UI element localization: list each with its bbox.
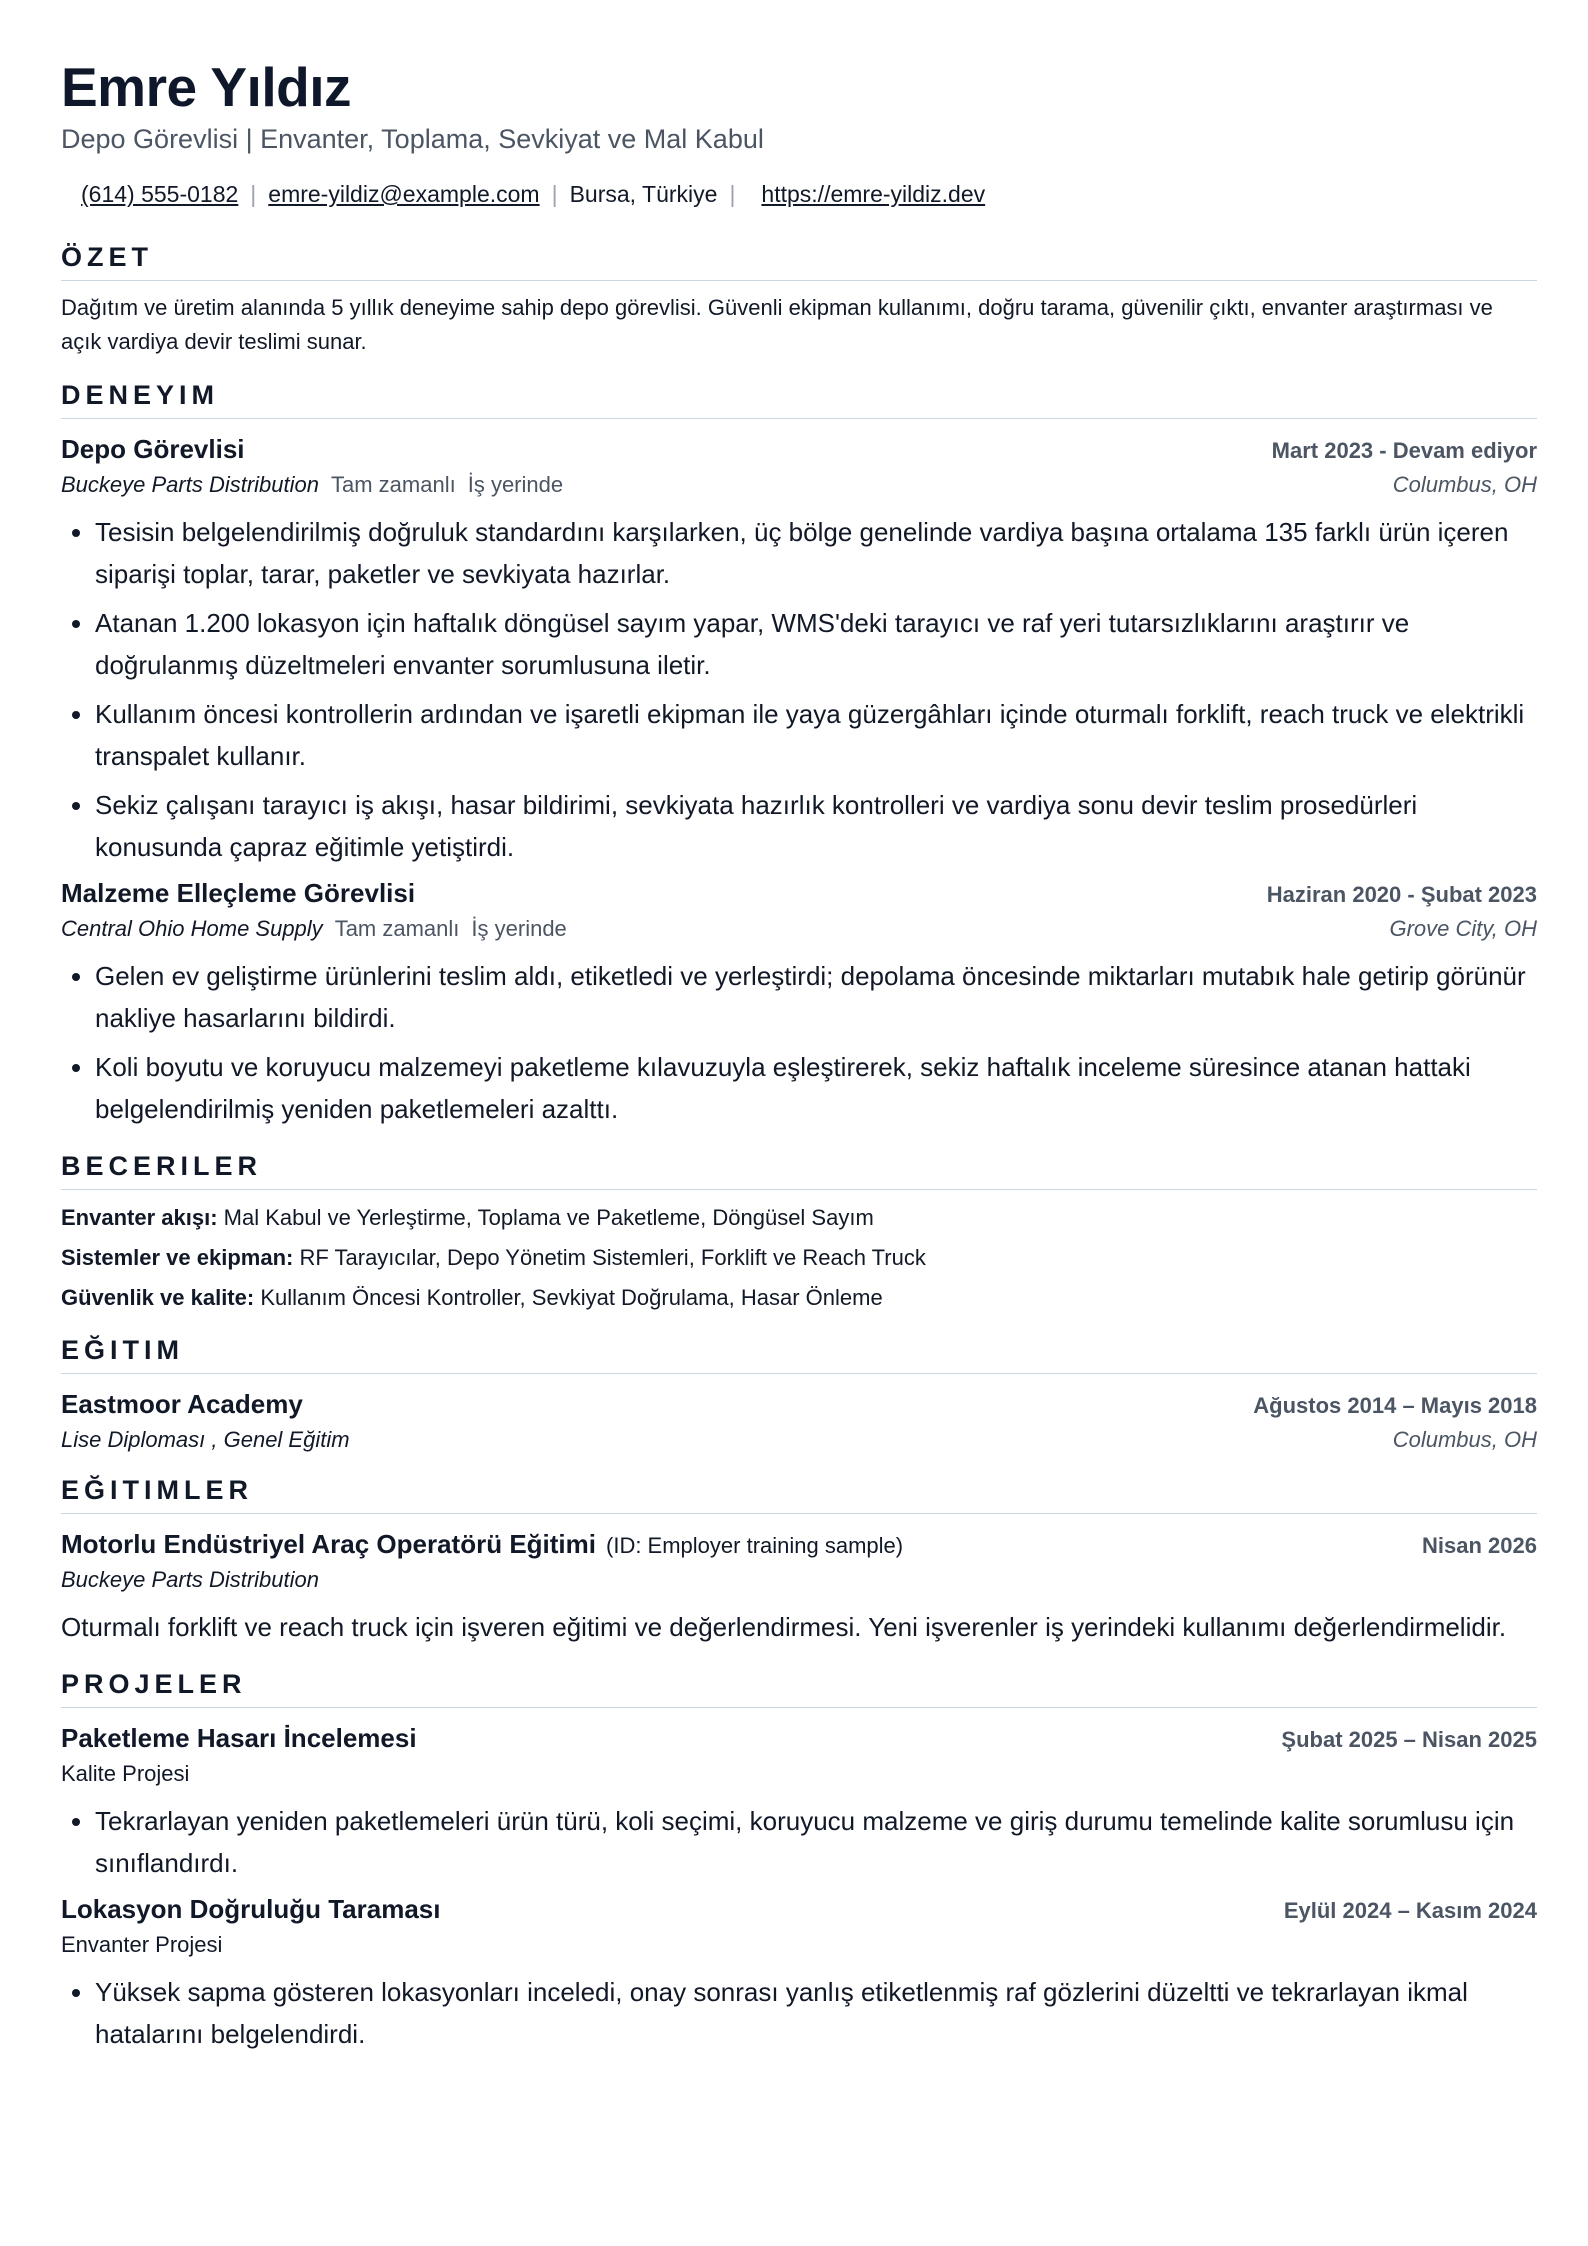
project-entry <box>61 1720 1537 1884</box>
project-entry <box>61 1891 1537 2055</box>
job-bullets <box>61 511 1537 868</box>
resume-page <box>61 0 1537 2055</box>
skill-value: RF Tarayıcılar, Depo Yönetim Sistemleri, Forklift ve Reach Truck <box>299 1245 926 1270</box>
education-entry <box>61 1386 1537 1458</box>
list-item: • Sekiz çalışanı tarayıcı iş akışı, hasar bildirimi, sevkiyata hazırlık kontrolleri ve vardiya sonu devir teslim prosedürleri konusunda çapraz eğitimle yetiştirdi. <box>95 784 1537 868</box>
list-item: • Koli boyutu ve koruyucu malzemeyi paketleme kılavuzuyla eşleştirerek, sekiz haftalık inceleme süresince atanan hattaki belgelendirilmiş yeniden paketlemeleri azalttı. <box>95 1046 1537 1130</box>
separator: | <box>729 181 736 207</box>
list-item: • Yüksek sapma gösteren lokasyonları inceledi, onay sonrası yanlış etiketlenmiş raf gözlerini düzeltti ve tekrarlayan ikmal hatalarını belgelendirdi. <box>95 1971 1537 2055</box>
training-name: Motorlu Endüstriyel Araç Operatörü Eğitimi <box>61 1529 596 1559</box>
training-id: (ID: Employer training sample) <box>606 1533 904 1558</box>
job-mode: İş yerinde <box>471 916 567 941</box>
section-title-experience: DENEYIM <box>61 377 1537 419</box>
email-link[interactable]: emre-yildiz@example.com <box>268 181 540 207</box>
education-location: Columbus, OH <box>1392 1427 1537 1452</box>
job-entry <box>61 431 1537 868</box>
headline: Depo Görevlisi | Envanter, Toplama, Sevkiyat ve Mal Kabul <box>61 124 764 154</box>
job-role: Depo Görevlisi <box>61 434 245 464</box>
school-name: Eastmoor Academy <box>61 1389 303 1419</box>
job-company: Central Ohio Home Supply <box>61 916 323 941</box>
skill-row <box>61 1238 1537 1278</box>
contact-line <box>81 179 1537 209</box>
skill-value: Kullanım Öncesi Kontroller, Sevkiyat Doğrulama, Hasar Önleme <box>260 1285 883 1310</box>
list-item: • Tekrarlayan yeniden paketlemeleri ürün türü, koli seçimi, koruyucu malzeme ve giriş durumu temelinde kalite sorumlusu için sınıflandırdı. <box>95 1800 1537 1884</box>
education-date: Ağustos 2014 – Mayıs 2018 <box>1253 1393 1537 1418</box>
skill-label: Sistemler ve ekipman: <box>61 1245 294 1270</box>
project-bullets <box>61 1971 1537 2055</box>
job-location: Columbus, OH <box>1392 472 1537 497</box>
degree: Lise Diploması , Genel Eğitim <box>61 1427 350 1452</box>
project-category: Envanter Projesi <box>61 1932 223 1957</box>
job-date: Mart 2023 - Devam ediyor <box>1271 438 1537 463</box>
project-bullets <box>61 1800 1537 1884</box>
job-role: Malzeme Elleçleme Görevlisi <box>61 878 416 908</box>
job-entry <box>61 875 1537 1130</box>
separator: | <box>250 181 257 207</box>
skill-value: Mal Kabul ve Yerleştirme, Toplama ve Paketleme, Döngüsel Sayım <box>223 1205 874 1230</box>
job-date: Haziran 2020 - Şubat 2023 <box>1266 882 1537 907</box>
list-item: • Kullanım öncesi kontrollerin ardından ve işaretli ekipman ile yaya güzergâhları içinde oturmalı forklift, reach truck ve elektrikli transpalet kullanır. <box>95 693 1537 777</box>
section-title-summary: ÖZET <box>61 239 1537 281</box>
skill-label: Güvenlik ve kalite: <box>61 1285 255 1310</box>
candidate-name: Emre Yıldız <box>61 56 351 118</box>
job-type: Tam zamanlı <box>334 916 460 941</box>
training-issuer: Buckeye Parts Distribution <box>61 1567 319 1592</box>
training-description: Oturmalı forklift ve reach truck için işveren eğitimi ve değerlendirmesi. Yeni işverenler iş yerindeki kullanımı değerlendirmelidir. <box>61 1612 1507 1642</box>
website-link[interactable]: https://emre-yildiz.dev <box>761 181 986 207</box>
project-name: Lokasyon Doğruluğu Taraması <box>61 1894 441 1924</box>
skill-row <box>61 1198 1537 1238</box>
phone-link[interactable]: (614) 555-0182 <box>81 181 239 207</box>
job-location: Grove City, OH <box>1389 916 1537 941</box>
skill-row <box>61 1278 1537 1318</box>
section-title-education: EĞITIM <box>61 1332 1537 1374</box>
section-title-projects: PROJELER <box>61 1666 1537 1708</box>
location-text: Bursa, Türkiye <box>569 181 718 207</box>
separator: | <box>551 181 558 207</box>
job-type: Tam zamanlı <box>331 472 456 497</box>
project-date: Şubat 2025 – Nisan 2025 <box>1281 1727 1537 1752</box>
job-mode: İş yerinde <box>467 472 564 497</box>
list-item: • Tesisin belgelendirilmiş doğruluk standardını karşılarken, üç bölge genelinde vardiya başına ortalama 135 farklı ürün içeren siparişi toplar, tarar, paketler ve sevkiyata hazırlar. <box>95 511 1537 595</box>
list-item: • Atanan 1.200 lokasyon için haftalık döngüsel sayım yapar, WMS'deki tarayıcı ve raf yeri tutarsızlıklarını araştırır ve doğrulanmış düzeltmeleri envanter sorumlusuna iletir. <box>95 602 1537 686</box>
project-category: Kalite Projesi <box>61 1761 190 1786</box>
summary-text: Dağıtım ve üretim alanında 5 yıllık deneyime sahip depo görevlisi. Güvenli ekipman kullanımı, doğru tarama, güvenilir çıktı, envanter araştırması ve açık vardiya devir teslimi sunar. <box>61 295 1493 354</box>
training-date: Nisan 2026 <box>1422 1533 1537 1558</box>
skill-label: Envanter akışı: <box>61 1205 218 1230</box>
section-title-trainings: EĞITIMLER <box>61 1472 1537 1514</box>
project-name: Paketleme Hasarı İncelemesi <box>61 1723 417 1753</box>
skills-list <box>61 1198 1537 1318</box>
project-date: Eylül 2024 – Kasım 2024 <box>1283 1898 1537 1923</box>
job-company: Buckeye Parts Distribution <box>61 472 319 497</box>
section-title-skills: BECERILER <box>61 1148 1537 1190</box>
list-item: • Gelen ev geliştirme ürünlerini teslim aldı, etiketledi ve yerleştirdi; depolama öncesinde miktarları mutabık hale getirip görünür nakliye hasarlarını bildirdi. <box>95 955 1537 1039</box>
training-entry <box>61 1526 1537 1648</box>
job-bullets <box>61 955 1537 1130</box>
